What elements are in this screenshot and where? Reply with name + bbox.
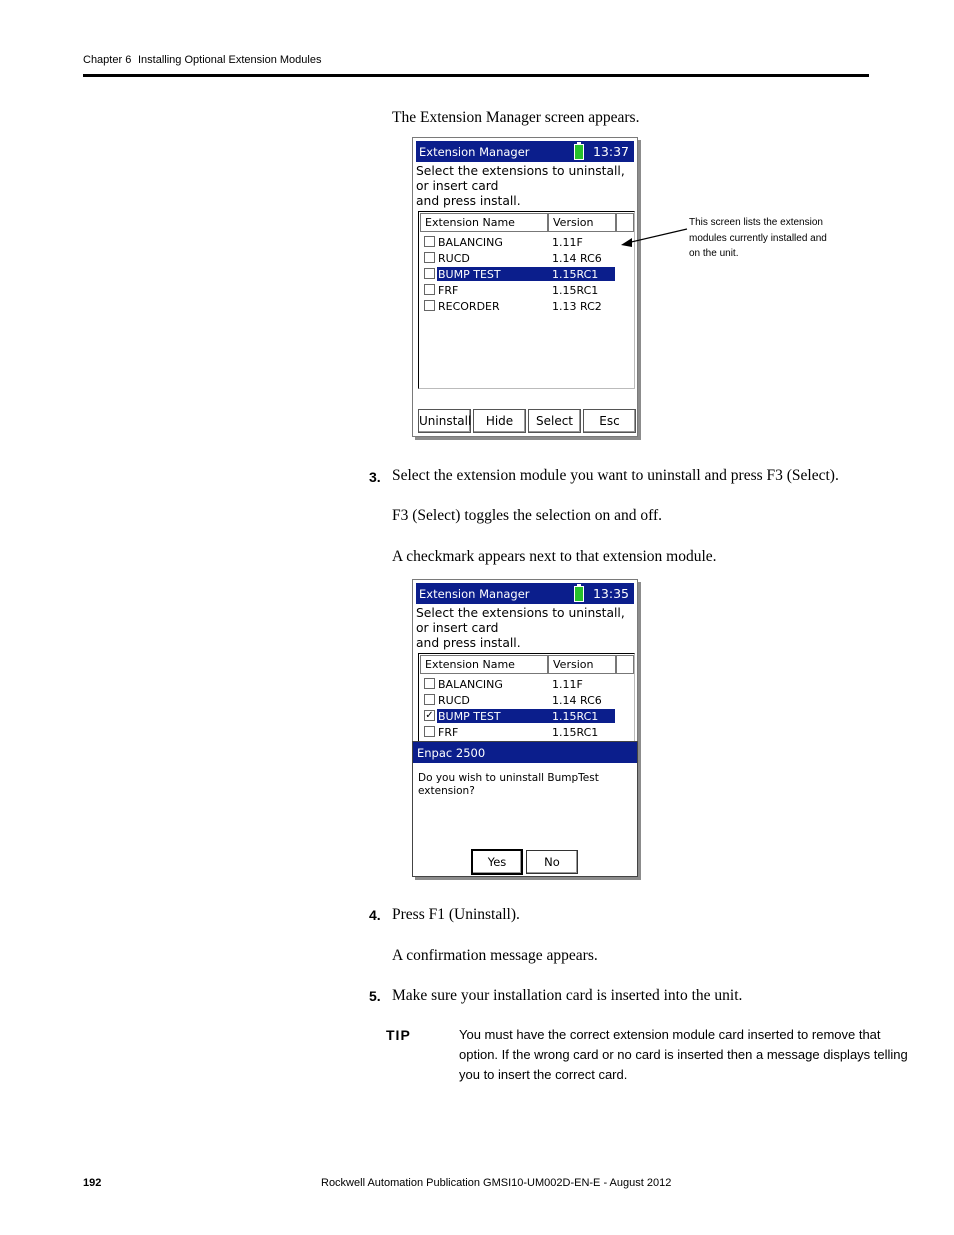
function-key-bar [416,409,634,433]
step-text: Make sure your installation card is inserted into the unit. [392,987,743,1004]
screen1-titlebar [416,141,634,162]
hide-button[interactable]: Hide [473,409,526,433]
checkbox[interactable] [424,284,435,295]
battery-icon [574,144,584,160]
screen2-extension-list[interactable]: Extension Name Version BALANCING 1.11F RUCD 1.14 RC6 ✓ BUMP TEST 1.15RC1 FRF 1.15RC1 [418,653,635,743]
screen2-time: 13:35 [592,586,629,601]
step-number: 4. [369,907,381,923]
no-button[interactable]: No [526,850,578,874]
step-note: F3 (Select) toggles the selection on and off. [392,507,663,524]
esc-button[interactable]: Esc [583,409,636,433]
step-text: Select the extension module you want to uninstall and press F3 (Select). [392,467,839,484]
step-text: Press F1 (Uninstall). [392,906,520,923]
yes-button[interactable]: Yes [471,849,523,875]
callout-note: This screen lists the extension modules currently installed and on the unit. [689,217,827,259]
instruction-line: or insert card [416,179,499,193]
screen2-instructions [416,606,625,651]
tip-line: option. If the wrong card or no card is inserted then a message displays telling [459,1047,908,1062]
battery-icon [574,586,584,602]
instruction-line: or insert card [416,621,499,635]
tip-label: TIP [386,1027,411,1043]
dialog-message [418,772,599,798]
dialog-title: Enpac 2500 [417,746,486,760]
step-number: 3. [369,469,381,485]
dialog-message-line: Do you wish to uninstall BumpTest [418,772,599,784]
page-number: 192 [83,1177,102,1189]
checkbox[interactable] [424,300,435,311]
step-note: A confirmation message appears. [392,947,598,964]
header-rule [83,74,869,77]
column-header-spacer [616,655,634,674]
instruction-line: and press install. [416,636,521,650]
checkbox[interactable] [424,252,435,263]
column-header-version[interactable]: Version [548,655,616,674]
callout-arrow [615,225,690,255]
publication-info: Rockwell Automation Publication GMSI10-UM002D-EN-E - August 2012 [321,1177,672,1189]
select-button[interactable]: Select [528,409,581,433]
chapter-title: Installing Optional Extension Modules [138,54,322,66]
checkbox[interactable] [424,726,435,737]
checkbox[interactable] [424,236,435,247]
tip-line: You must have the correct extension module card inserted to remove that [459,1027,881,1042]
intro-text: The Extension Manager screen appears. [392,109,640,126]
dialog-message-line: extension? [418,785,475,797]
column-header-version[interactable]: Version [548,213,616,232]
screen1-time: 13:37 [592,144,629,159]
screen1-instructions [416,164,625,209]
screen2-titlebar [416,583,634,604]
checkbox[interactable] [424,268,435,279]
instruction-line: Select the extensions to uninstall, [416,606,625,620]
dialog-titlebar [413,742,637,763]
column-header-name[interactable]: Extension Name [420,655,548,674]
checkbox[interactable] [424,694,435,705]
extension-manager-screen-1 [412,137,638,437]
screen1-title: Extension Manager [419,145,530,159]
confirm-dialog [412,741,638,877]
tip-text [459,1025,908,1085]
step-note: A checkmark appears next to that extension module. [392,548,717,565]
step-number: 5. [369,988,381,1004]
instruction-line: and press install. [416,194,521,208]
chapter-label: Chapter 6 [83,54,132,66]
extension-manager-screen-2 [412,579,638,877]
screen2-title: Extension Manager [419,587,530,601]
tip-line: you to insert the correct card. [459,1067,628,1082]
checkbox-checked[interactable]: ✓ [425,710,434,721]
uninstall-button[interactable]: Uninstall [418,409,471,433]
checkbox[interactable] [424,678,435,689]
instruction-line: Select the extensions to uninstall, [416,164,625,178]
screen1-extension-list[interactable]: Extension Name Version BALANCING 1.11F RUCD 1.14 RC6 BUMP TEST 1.15RC1 FRF 1.15RC1 RECORDER 1.13 RC2 [418,211,635,389]
column-header-name[interactable]: Extension Name [420,213,548,232]
